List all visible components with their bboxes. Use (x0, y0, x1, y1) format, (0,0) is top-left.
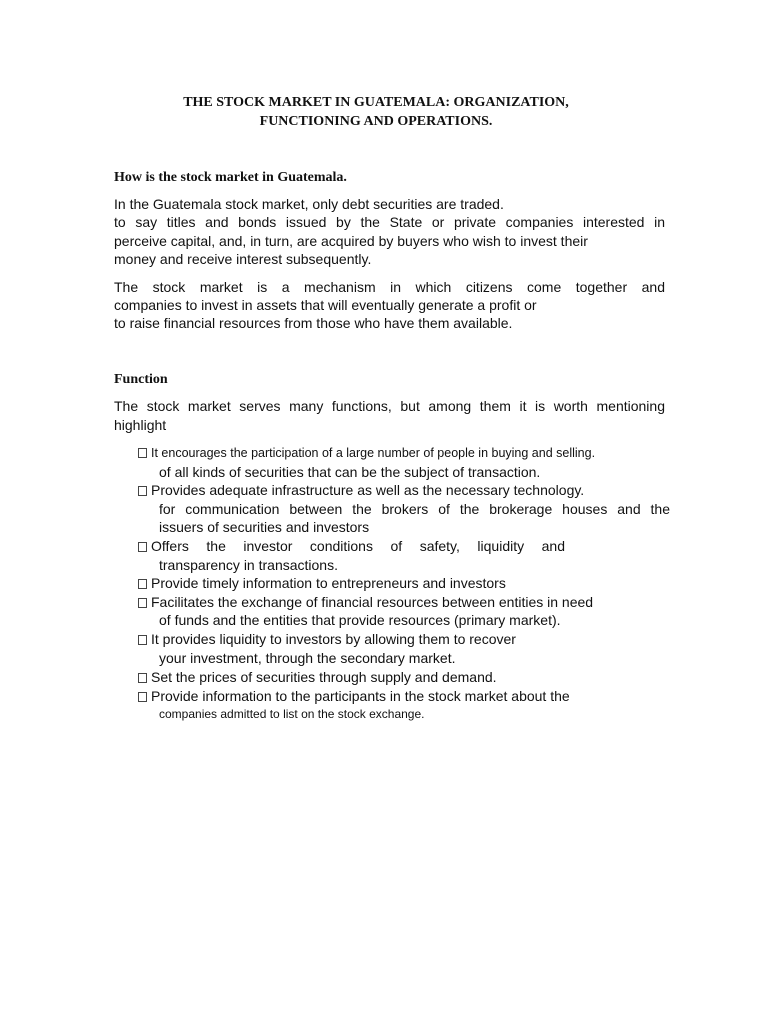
paragraph-line: The stock market is a mechanism in which citizens come together and (114, 279, 665, 295)
paragraph-line: to say titles and bonds issued by the State or private companies interested in (114, 214, 665, 230)
list-item-text: It encourages the participation of a large number of people in buying and selling. (151, 446, 596, 460)
list-item (138, 593, 593, 611)
bullet-box-icon (138, 579, 147, 589)
list-item-continuation: of funds and the entities that provide resources (primary market). (159, 612, 561, 628)
list-item (138, 537, 565, 555)
list-item-continuation: issuers of securities and investors (159, 519, 370, 535)
bullet-box-icon (138, 542, 147, 552)
document-title-line-1: THE STOCK MARKET IN GUATEMALA: ORGANIZATION, (183, 95, 569, 110)
list-item (138, 444, 595, 462)
list-item (138, 687, 570, 705)
list-item (138, 668, 497, 686)
bullet-box-icon (138, 673, 147, 683)
section-heading-function: Function (114, 372, 168, 387)
section-heading-how: How is the stock market in Guatemala. (114, 170, 347, 185)
list-item-continuation: for communication between the brokers of the brokerage houses and the (159, 501, 670, 517)
list-item-continuation: of all kinds of securities that can be the subject of transaction. (159, 464, 541, 480)
list-item-text: Provide timely information to entrepreneurs and investors (151, 575, 506, 591)
paragraph-line: money and receive interest subsequently. (114, 251, 372, 267)
list-item-continuation: transparency in transactions. (159, 557, 338, 573)
list-item-text: Provides adequate infrastructure as well as the necessary technology. (151, 482, 585, 498)
bullet-box-icon (138, 635, 147, 645)
paragraph-line: The stock market serves many functions, but among them it is worth mentioning (114, 398, 665, 414)
paragraph-line: companies to invest in assets that will eventually generate a profit or (114, 297, 537, 313)
document-title-line-2: FUNCTIONING AND OPERATIONS. (259, 114, 493, 129)
bullet-box-icon (138, 598, 147, 608)
bullet-box-icon (138, 692, 147, 702)
paragraph-line: In the Guatemala stock market, only debt securities are traded. (114, 196, 504, 212)
list-item-text: Provide information to the participants in the stock market about the (151, 688, 570, 704)
paragraph-line: perceive capital, and, in turn, are acquired by buyers who wish to invest their (114, 233, 588, 249)
list-item-text: It provides liquidity to investors by allowing them to recover (151, 631, 516, 647)
list-item-text: Facilitates the exchange of financial resources between entities in need (151, 594, 594, 610)
list-item-continuation: your investment, through the secondary market. (159, 650, 456, 666)
list-item (138, 574, 506, 592)
list-item-text: Set the prices of securities through supply and demand. (151, 669, 497, 685)
list-item-continuation: companies admitted to list on the stock exchange. (159, 707, 425, 721)
bullet-box-icon (138, 486, 147, 496)
bullet-box-icon (138, 448, 147, 458)
list-item (138, 630, 516, 648)
paragraph-line: highlight (114, 417, 167, 433)
list-item-text: Offers the investor conditions of safety, liquidity and (151, 538, 565, 554)
list-item (138, 481, 584, 499)
paragraph-line: to raise financial resources from those who have them available. (114, 315, 513, 331)
